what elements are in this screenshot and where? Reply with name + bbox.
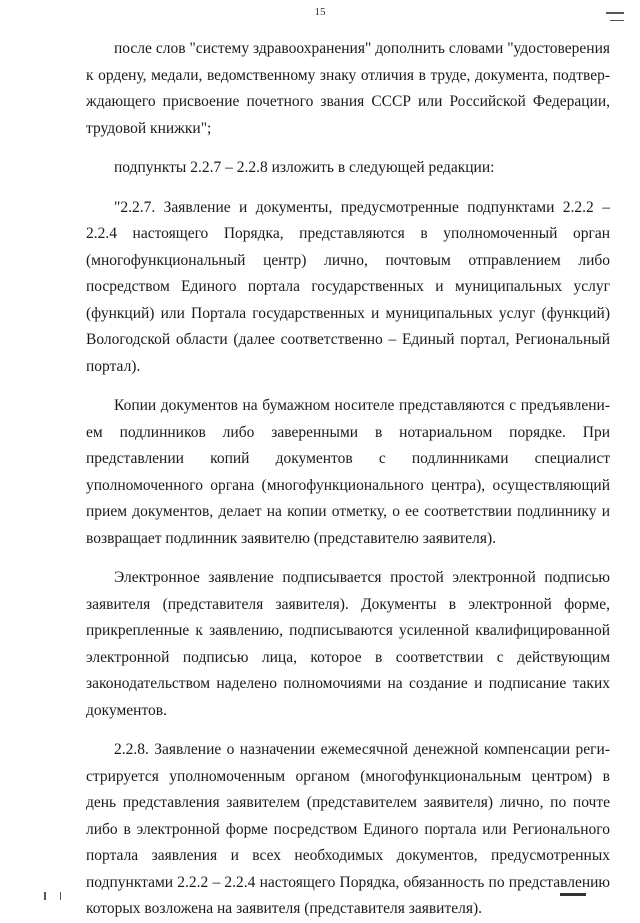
paragraph-2-2-7: "2.2.7. Заявление и документы, предусмотренные подпунктами 2.2.2 – 2.2.4 настоящего Порядка, представляются в уполномоченный орган (многофункциональный центр) лично, почтовым отправлением либо посредством Единого портала государственных и муниципальных услуг (функций) или Портала государственных и муниципальных услуг (функций) Вологодской области (далее соответственно – Единый портал, Региональный портал).: [86, 198, 610, 375]
document-body: [86, 36, 610, 923]
paragraph-intro: подпункты 2.2.7 – 2.2.8 изложить в следующей редакции:: [114, 159, 495, 176]
scan-mark-top-right-2: [610, 20, 624, 21]
paragraph-amendment: после слов "систему здравоохранения" дополнить словами "удостоверения к ордену, медали, ведомственному знаку отличия в труде, документа, подтверждающего присвоение почетного звания СССР или Российской Федерации, трудовой книжки";: [86, 40, 610, 137]
scan-mark-top-right: [606, 12, 624, 14]
page-number: 15: [314, 6, 326, 18]
scan-mark-bottom-right: [560, 893, 586, 896]
paragraph-2-2-8: 2.2.8. Заявление о назначении ежемесячной денежной компенсации регистрируется уполномоченным органом (многофункциональным центром) в день представления заявителем (представителем заявителя) лично, по почте либо в электронной форме посредством Единого портала или Регионального портала заявления и всех необходимых документов, предусмотренных подпунктами 2.2.2 – 2.2.4 настоящего Порядка, обязанность по представлению которых возложена на заявителя (представителя заявителя).: [86, 741, 610, 917]
paragraph-electronic: Электронное заявление подписывается простой электронной подписью заявителя (представителя заявителя). Документы в электронной форме, прикрепленные к заявлению, подписываются усиленной квалифицированной электронной подписью лица, которое в соответствии с действующим законодательством наделено полномочиями на создание и подписание таких документов.: [86, 569, 610, 719]
scan-mark-bottom-left: [44, 892, 46, 900]
paragraph-copies: Копии документов на бумажном носителе представляются с предъявлением подлинников либо заверенными в нотариальном порядке. При представлении копий документов с подлинниками специалист уполномоченного органа (многофункционального центра), осуществляющий прием документов, делает на копии отметку, о ее соответствии подлиннику и возвращает подлинник заявителю (представителю заявителя).: [86, 397, 610, 547]
scan-mark-bottom-left-2: [60, 892, 61, 900]
